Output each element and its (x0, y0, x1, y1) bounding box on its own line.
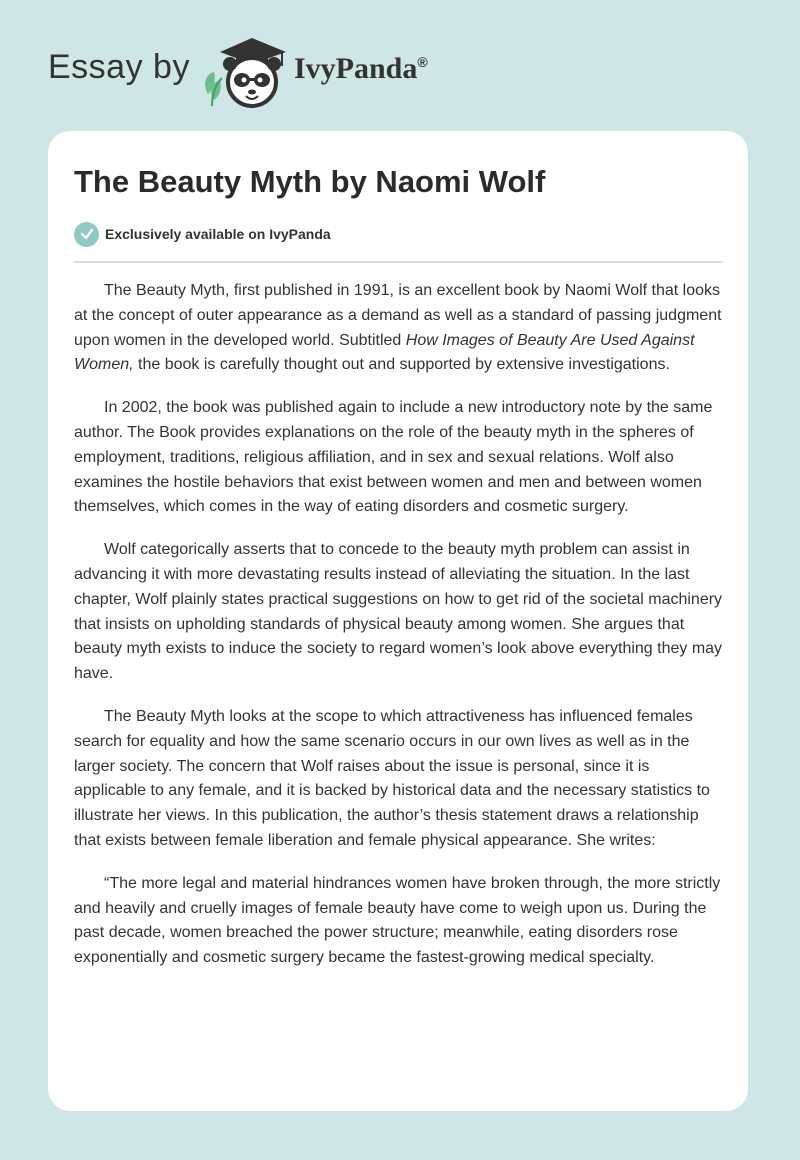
brand-text: IvyPanda (294, 52, 418, 85)
article-body (74, 279, 724, 989)
paragraph-3: Wolf categorically asserts that to concede to the beauty myth problem can assist in advancing it with more devastating results instead of alleviating the situation. In the last chapter, Wolf plainly states practical suggestions on how to get rid of the societal machinery that insists on upholding standards of physical beauty among women. She argues that beauty myth exists to induce the society to regard women’s look above everything they may have. (74, 541, 723, 683)
divider (74, 261, 723, 263)
exclusive-badge-label: Exclusively available on IvyPanda (105, 226, 331, 242)
leaf-icon (205, 72, 222, 106)
exclusive-badge (74, 221, 331, 247)
paragraph-4: The Beauty Myth looks at the scope to which attractiveness has influenced females search for equality and how the same scenario occurs in our own lives as well as in the larger society. The concern that Wolf raises about the issue is personal, since it is applicable to any female, and it is backed by historical data and the necessary statistics to illustrate her views. In this publication, the author’s thesis statement draws a relationship that exists between female liberation and female physical appearance. She writes: (74, 707, 710, 849)
paragraph-1-end: the book is carefully thought out and supported by extensive investigations. (133, 356, 670, 374)
essay-by-label: Essay by (48, 48, 190, 86)
paragraph-2: In 2002, the book was published again to include a new introductory note by the same author. The Book provides explanations on the role of the beauty myth in the spheres of employment, traditions, religious affiliation, and in sex and sexual relations. Wolf also examines the hostile behaviors that exist between women and men and between women themselves, which comes in the way of eating disorders and cosmetic surgery. (74, 399, 713, 516)
brand-name[interactable] (294, 52, 428, 86)
paragraph-5-quote: “The more legal and material hindrances women have broken through, the more strictly and heavily and cruelly images of female beauty have come to weigh upon us. During the past decade, women breached the power structure; meanwhile, eating disorders rose exponentially and cosmetic surgery became the fastest-growing medical specialty. (74, 874, 721, 967)
site-header (0, 0, 800, 130)
paragraph-1 (74, 279, 724, 378)
registered-mark: ® (417, 54, 428, 70)
check-icon (74, 222, 99, 247)
article-card (48, 131, 748, 1111)
page-title: The Beauty Myth by Naomi Wolf (74, 164, 546, 199)
subtitle-italic: How Images of Beauty Are Used Against Women, (74, 331, 695, 374)
panda-logo-icon[interactable] (200, 34, 296, 110)
paragraph-1-start: The Beauty Myth, first published in 1991, is an excellent book by Naomi Wolf that looks at the concept of outer appearance as a demand as well as a standard of passing judgment upon women in the developed world. Subtitled (74, 282, 722, 349)
